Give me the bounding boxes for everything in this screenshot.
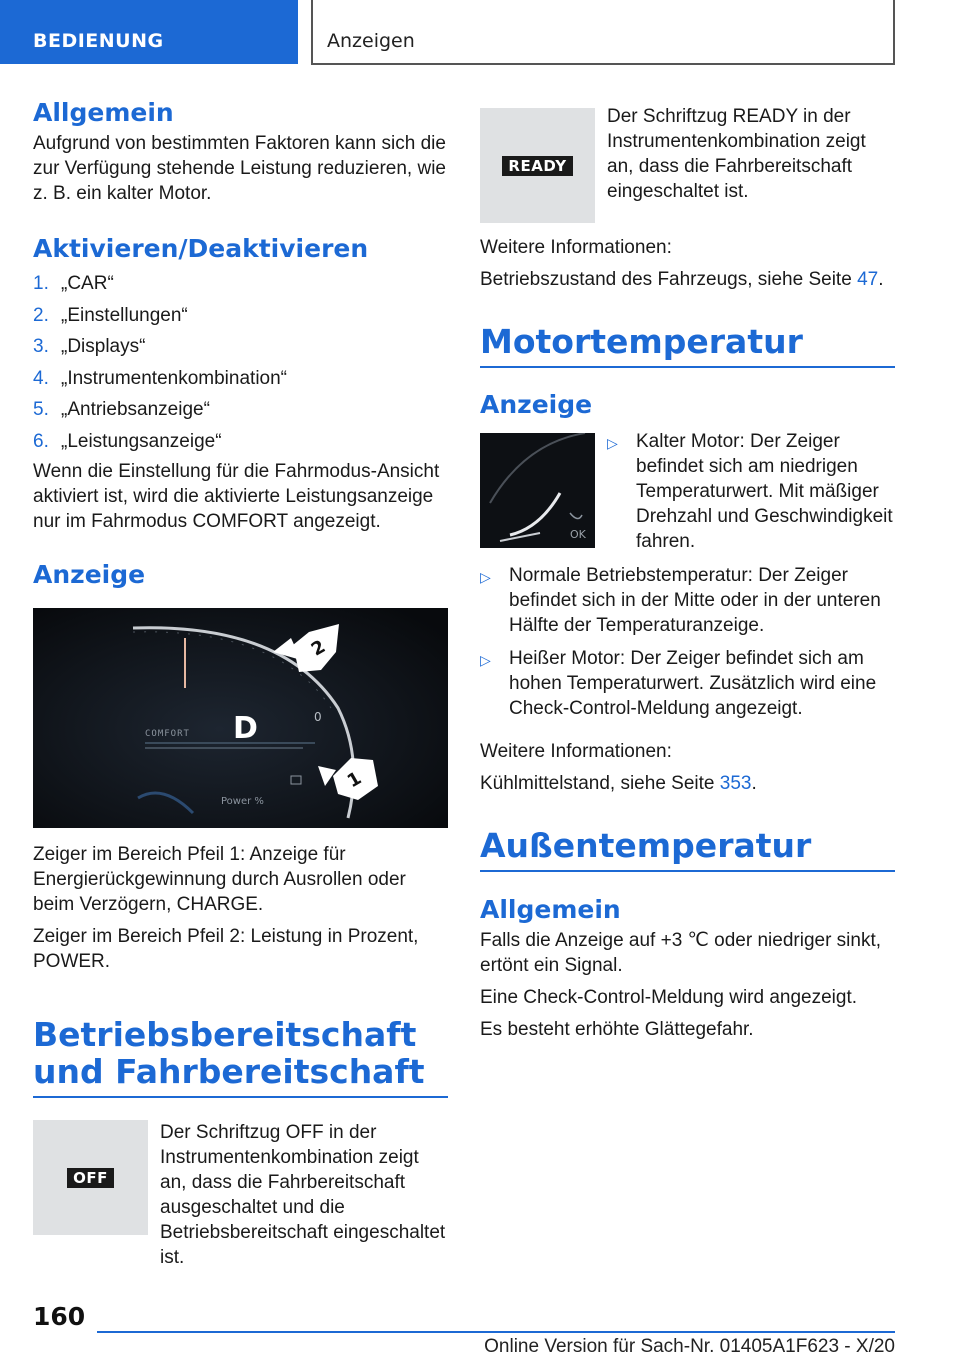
bullet-triangle-icon: ▷ xyxy=(480,652,491,668)
info-label: Weitere Informationen: xyxy=(480,237,672,258)
off-indicator-image xyxy=(33,1120,148,1235)
mode-label: COMFORT xyxy=(145,729,190,739)
bullet-cold: ▷ Kalter Motor: Der Zeiger befindet sich am niedrigen Temperaturwert. Mit mäßiger Drehzahl und Geschwindigkeit fahren. xyxy=(607,431,893,552)
step-text: „Einstellungen“ xyxy=(61,304,188,326)
step-text: „Antriebsanzeige“ xyxy=(61,399,210,420)
ready-indicator-image xyxy=(480,108,595,223)
bullet-triangle-icon: ▷ xyxy=(607,435,618,451)
aussen-text-1: Falls die Anzeige auf +3 ℃ oder niedriger sinkt, ertönt ein Signal. xyxy=(480,930,882,976)
online-version-note: Online Version für Sach-Nr. 01405A1F623 - X/20 xyxy=(484,1336,895,1357)
left-column xyxy=(33,98,448,1270)
off-block xyxy=(33,1120,448,1270)
power-label: Power % xyxy=(221,796,264,807)
gear-indicator: D xyxy=(233,711,258,746)
aussen-text-3: Es besteht erhöhte Glättegefahr. xyxy=(480,1019,754,1040)
zeiger-1-text: Zeiger im Bereich Pfeil 1: Anzeige für Energierückgewinnung durch Ausrollen oder beim Verzögern, CHARGE. xyxy=(33,844,406,915)
instrument-cluster-image xyxy=(33,608,448,828)
list-item xyxy=(33,268,448,300)
ready-text: Der Schriftzug READY in der Instrumentenkombination zeigt an, dass die Fahrbereitschaft eingeschaltet ist. xyxy=(607,106,866,202)
temperature-gauge-image xyxy=(480,433,595,548)
svg-text:2: 2 xyxy=(307,636,330,661)
zeiger-2-text: Zeiger im Bereich Pfeil 2: Leistung in Prozent, POWER. xyxy=(33,926,419,972)
step-text: „Leistungsanzeige“ xyxy=(61,430,222,452)
step-text: „Displays“ xyxy=(61,336,146,357)
step-number: 2. xyxy=(33,304,49,326)
fahrmodus-note: Wenn die Einstellung für die Fahrmodus-Ansicht aktiviert ist, wird die aktivierte Leistungsanzeige nur im Fahrmodus COMFORT angezeigt. xyxy=(33,461,440,532)
list-item xyxy=(33,331,448,363)
heading-aussentemperatur: Außentemperatur xyxy=(480,827,895,872)
section-tab: BEDIENUNG xyxy=(0,0,298,64)
step-text: „Instrumentenkombination“ xyxy=(61,367,287,389)
zero-mark: 0 xyxy=(314,710,322,724)
svg-text:1: 1 xyxy=(343,767,366,793)
temp-ok-label: OK xyxy=(570,528,586,541)
step-number: 5. xyxy=(33,399,49,420)
page-link[interactable]: 47 xyxy=(857,269,879,290)
info-reference: Kühlmittelstand, siehe Seite 353. xyxy=(480,773,757,794)
ready-label: READY xyxy=(502,156,572,176)
bullet-hot: ▷ Heißer Motor: Der Zeiger befindet sich am hohen Temperaturwert. Zusätzlich wird eine Check-Control-Meldung angezeigt. xyxy=(480,648,877,719)
page-link[interactable]: 353 xyxy=(719,773,752,794)
step-number: 4. xyxy=(33,367,49,389)
heading-anzeige: Anzeige xyxy=(33,560,146,589)
list-item xyxy=(33,394,448,426)
temp-gauge-block xyxy=(480,433,895,554)
info-reference: Betriebszustand des Fahrzeugs, siehe Seite 47. xyxy=(480,269,884,290)
off-text: Der Schriftzug OFF in der Instrumentenkombination zeigt an, dass die Fahrbereitschaft ausgeschaltet und die Betriebsbereitschaft eingeschaltet ist. xyxy=(160,1122,446,1268)
step-text: „CAR“ xyxy=(61,273,114,294)
heading-allgemein: Allgemein xyxy=(33,98,174,127)
footer-divider xyxy=(97,1331,895,1333)
heading-motor-anzeige: Anzeige xyxy=(480,390,593,419)
list-item xyxy=(33,426,448,458)
bullet-triangle-icon: ▷ xyxy=(480,569,491,585)
heading-aussen-allgemein: Allgemein xyxy=(480,895,621,924)
steps-list xyxy=(33,268,448,457)
step-number: 1. xyxy=(33,273,49,294)
list-item xyxy=(33,300,448,332)
allgemein-text: Aufgrund von bestimmten Faktoren kann sich die zur Verfügung stehende Leistung reduzieren, wie z. B. ein kalter Motor. xyxy=(33,133,446,204)
ready-block xyxy=(480,108,895,223)
heading-motortemperatur: Motortemperatur xyxy=(480,323,895,368)
step-number: 3. xyxy=(33,336,49,357)
step-number: 6. xyxy=(33,430,49,452)
heading-betriebsbereitschaft: Betriebsbereitschaft und Fahrbereitschaft xyxy=(33,1016,448,1098)
off-label: OFF xyxy=(67,1168,114,1188)
heading-aktivieren: Aktivieren/Deaktivieren xyxy=(33,234,369,263)
chapter-title: Anzeigen xyxy=(311,0,895,65)
bullet-normal: ▷ Normale Betriebstemperatur: Der Zeiger befindet sich in der Mitte oder in der unteren Hälfte der Temperaturanzeige. xyxy=(480,565,881,636)
right-column xyxy=(480,98,895,1042)
aussen-text-2: Eine Check-Control-Meldung wird angezeigt. xyxy=(480,987,858,1008)
list-item xyxy=(33,363,448,395)
page-number: 160 xyxy=(33,1302,86,1331)
info-label: Weitere Informationen: xyxy=(480,741,672,762)
